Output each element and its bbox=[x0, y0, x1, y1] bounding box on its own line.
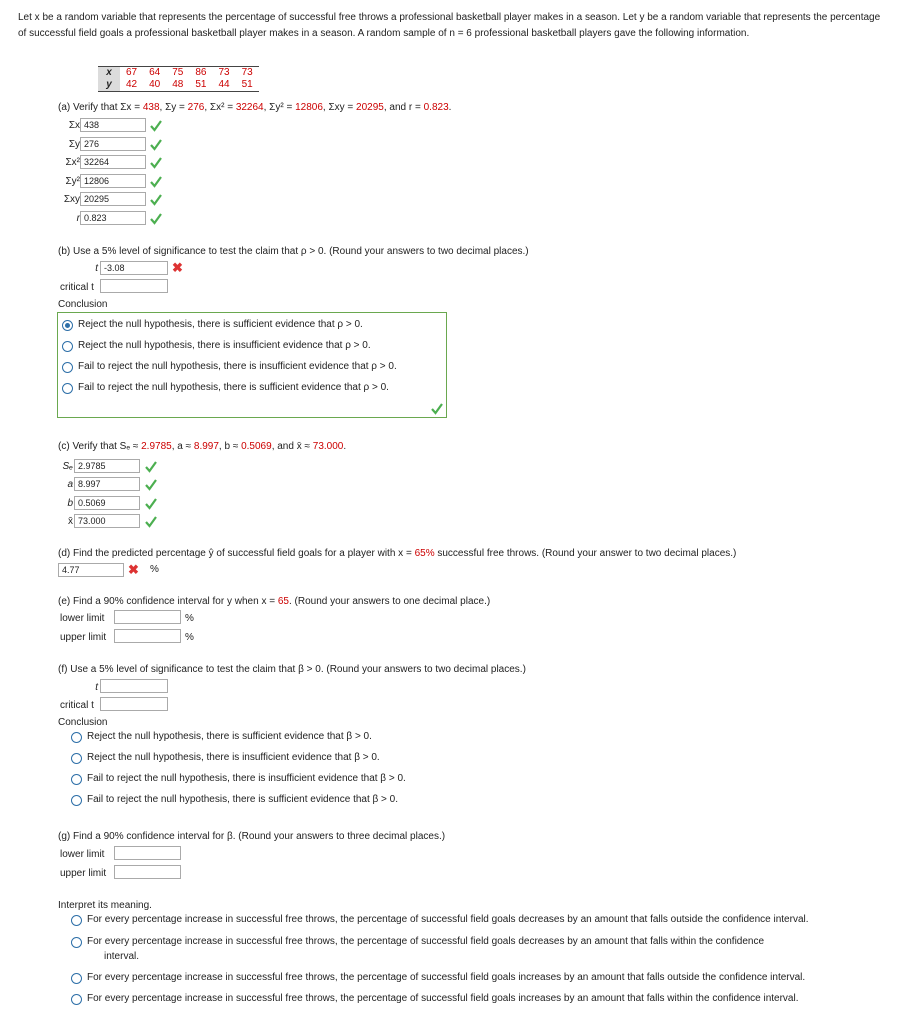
correct-check-icon bbox=[145, 516, 157, 528]
critical-t-label: critical t bbox=[60, 700, 94, 711]
r-input[interactable]: 0.823 bbox=[80, 211, 146, 225]
lower-limit-input[interactable] bbox=[114, 610, 181, 624]
sum-x2-input[interactable]: 32264 bbox=[80, 155, 146, 169]
t-label: t bbox=[95, 263, 98, 274]
conclusion-label: Conclusion bbox=[58, 717, 108, 728]
upper-limit-input[interactable] bbox=[114, 629, 181, 643]
correct-check-icon bbox=[431, 403, 443, 415]
t-input[interactable] bbox=[100, 679, 168, 693]
t-input[interactable]: -3.08 bbox=[100, 261, 168, 275]
radio-option[interactable] bbox=[62, 341, 73, 352]
percent-unit: % bbox=[185, 632, 194, 643]
option-label: Reject the null hypothesis, there is sufficient evidence that ρ > 0. bbox=[78, 319, 363, 330]
option-label: Reject the null hypothesis, there is sufficient evidence that β > 0. bbox=[87, 731, 372, 742]
correct-check-icon bbox=[150, 120, 162, 132]
sum-x-label: Σx bbox=[68, 120, 80, 131]
part-e-prompt: (e) Find a 90% confidence interval for y when x = 65. (Round your answers to one decimal place.) bbox=[58, 596, 491, 607]
lower-limit-label: lower limit bbox=[60, 613, 105, 624]
se-label: Sₑ bbox=[62, 461, 73, 472]
sum-y-label: Σy bbox=[68, 139, 80, 150]
correct-check-icon bbox=[150, 213, 162, 225]
se-input[interactable]: 2.9785 bbox=[74, 459, 140, 473]
data-table bbox=[98, 66, 259, 92]
x-header: x bbox=[98, 67, 120, 80]
radio-option[interactable] bbox=[62, 320, 73, 331]
part-b-prompt: (b) Use a 5% level of significance to test the claim that ρ > 0. (Round your answers to two decimal places.) bbox=[58, 246, 529, 257]
critical-t-input[interactable] bbox=[100, 697, 168, 711]
sum-xy-input[interactable]: 20295 bbox=[80, 192, 146, 206]
x-cell: 73 bbox=[236, 67, 259, 80]
option-label-continued: interval. bbox=[104, 951, 140, 962]
option-label: For every percentage increase in successful free throws, the percentage of successful field goals decreases by an amount that falls outside the confidence interval. bbox=[87, 914, 809, 925]
x-cell: 75 bbox=[166, 67, 189, 80]
radio-option[interactable] bbox=[71, 795, 82, 806]
sum-y-input[interactable]: 276 bbox=[80, 137, 146, 151]
y-header: y bbox=[98, 79, 120, 92]
percent-unit: % bbox=[185, 613, 194, 624]
problem-intro: Let x be a random variable that represents the percentage of successful free throws a professional basketball player makes in a season. Let y be a random variable that represents the percentage of successful field goals a professional basketball player makes in a season. A random sample of n = 6 professional basketball players gave the following information. bbox=[18, 12, 881, 39]
correct-check-icon bbox=[145, 498, 157, 510]
conclusion-label: Conclusion bbox=[58, 299, 108, 310]
option-label: Fail to reject the null hypothesis, there is insufficient evidence that β > 0. bbox=[87, 773, 406, 784]
part-f-prompt: (f) Use a 5% level of significance to test the claim that β > 0. (Round your answers to two decimal places.) bbox=[58, 664, 526, 675]
radio-option[interactable] bbox=[62, 383, 73, 394]
upper-limit-input[interactable] bbox=[114, 865, 181, 879]
critical-t-label: critical t bbox=[60, 282, 94, 293]
part-g-prompt: (g) Find a 90% confidence interval for β. (Round your answers to three decimal places.) bbox=[58, 831, 446, 842]
radio-option[interactable] bbox=[71, 732, 82, 743]
y-cell: 44 bbox=[213, 79, 236, 92]
radio-option[interactable] bbox=[71, 973, 82, 984]
radio-option[interactable] bbox=[62, 362, 73, 373]
option-label: Fail to reject the null hypothesis, there is sufficient evidence that β > 0. bbox=[87, 794, 399, 805]
part-c-prompt: (c) Verify that Sₑ ≈ 2.9785, a ≈ 8.997, b ≈ 0.5069, and x̄ ≈ 73.000. bbox=[58, 441, 347, 452]
percent-unit: % bbox=[150, 564, 159, 575]
radio-option[interactable] bbox=[71, 915, 82, 926]
b-input[interactable]: 0.5069 bbox=[74, 496, 140, 510]
correct-check-icon bbox=[145, 479, 157, 491]
a-label: a bbox=[67, 479, 73, 490]
y-cell: 48 bbox=[166, 79, 189, 92]
radio-option[interactable] bbox=[71, 994, 82, 1005]
upper-limit-label: upper limit bbox=[60, 868, 107, 879]
y-cell: 42 bbox=[120, 79, 143, 92]
y-cell: 51 bbox=[236, 79, 259, 92]
option-label: Fail to reject the null hypothesis, there is sufficient evidence that ρ > 0. bbox=[78, 382, 389, 393]
predicted-y-input[interactable]: 4.77 bbox=[58, 563, 124, 577]
radio-option[interactable] bbox=[71, 774, 82, 785]
part-d-prompt: (d) Find the predicted percentage ŷ of successful field goals for a player with x = 65% successful free throws. (Round your answer to two decimal places.) bbox=[58, 548, 737, 559]
part-a-prompt: (a) Verify that Σx = 438, Σy = 276, Σx² = 32264, Σy² = 12806, Σxy = 20295, and r = 0.823. bbox=[58, 102, 452, 113]
correct-check-icon bbox=[150, 139, 162, 151]
incorrect-x-icon: ✖ bbox=[172, 260, 183, 275]
correct-check-icon bbox=[150, 194, 162, 206]
sum-x-input[interactable]: 438 bbox=[80, 118, 146, 132]
correct-check-icon bbox=[150, 176, 162, 188]
sum-xy-label: Σxy bbox=[63, 194, 80, 205]
x-cell: 86 bbox=[189, 67, 212, 80]
upper-limit-label: upper limit bbox=[60, 632, 107, 643]
y-cell: 51 bbox=[189, 79, 212, 92]
radio-option[interactable] bbox=[71, 937, 82, 948]
t-label: t bbox=[95, 682, 98, 693]
lower-limit-label: lower limit bbox=[60, 849, 105, 860]
b-label: b bbox=[67, 498, 73, 509]
incorrect-x-icon: ✖ bbox=[128, 562, 139, 577]
r-label: r bbox=[76, 213, 80, 224]
option-label: Reject the null hypothesis, there is insufficient evidence that ρ > 0. bbox=[78, 340, 371, 351]
option-label: Reject the null hypothesis, there is insufficient evidence that β > 0. bbox=[87, 752, 380, 763]
critical-t-input[interactable] bbox=[100, 279, 168, 293]
correct-check-icon bbox=[145, 461, 157, 473]
sum-y2-input[interactable]: 12806 bbox=[80, 174, 146, 188]
interpret-label: Interpret its meaning. bbox=[58, 900, 152, 911]
lower-limit-input[interactable] bbox=[114, 846, 181, 860]
xbar-label: x̄ bbox=[68, 516, 73, 527]
sum-x2-label: Σx² bbox=[65, 157, 80, 168]
x-cell: 64 bbox=[143, 67, 166, 80]
radio-option[interactable] bbox=[71, 753, 82, 764]
option-label: For every percentage increase in successful free throws, the percentage of successful field goals increases by an amount that falls outside the confidence interval. bbox=[87, 972, 806, 983]
xbar-input[interactable]: 73.000 bbox=[74, 514, 140, 528]
option-label: For every percentage increase in successful free throws, the percentage of successful field goals decreases by an amount that falls within the confidence bbox=[87, 936, 765, 947]
correct-check-icon bbox=[150, 157, 162, 169]
option-label: For every percentage increase in successful free throws, the percentage of successful field goals increases by an amount that falls within the confidence interval. bbox=[87, 993, 799, 1004]
sum-y2-label: Σy² bbox=[65, 176, 80, 187]
x-cell: 67 bbox=[120, 67, 143, 80]
option-label: Fail to reject the null hypothesis, there is insufficient evidence that ρ > 0. bbox=[78, 361, 397, 372]
x-cell: 73 bbox=[213, 67, 236, 80]
y-cell: 40 bbox=[143, 79, 166, 92]
a-input[interactable]: 8.997 bbox=[74, 477, 140, 491]
